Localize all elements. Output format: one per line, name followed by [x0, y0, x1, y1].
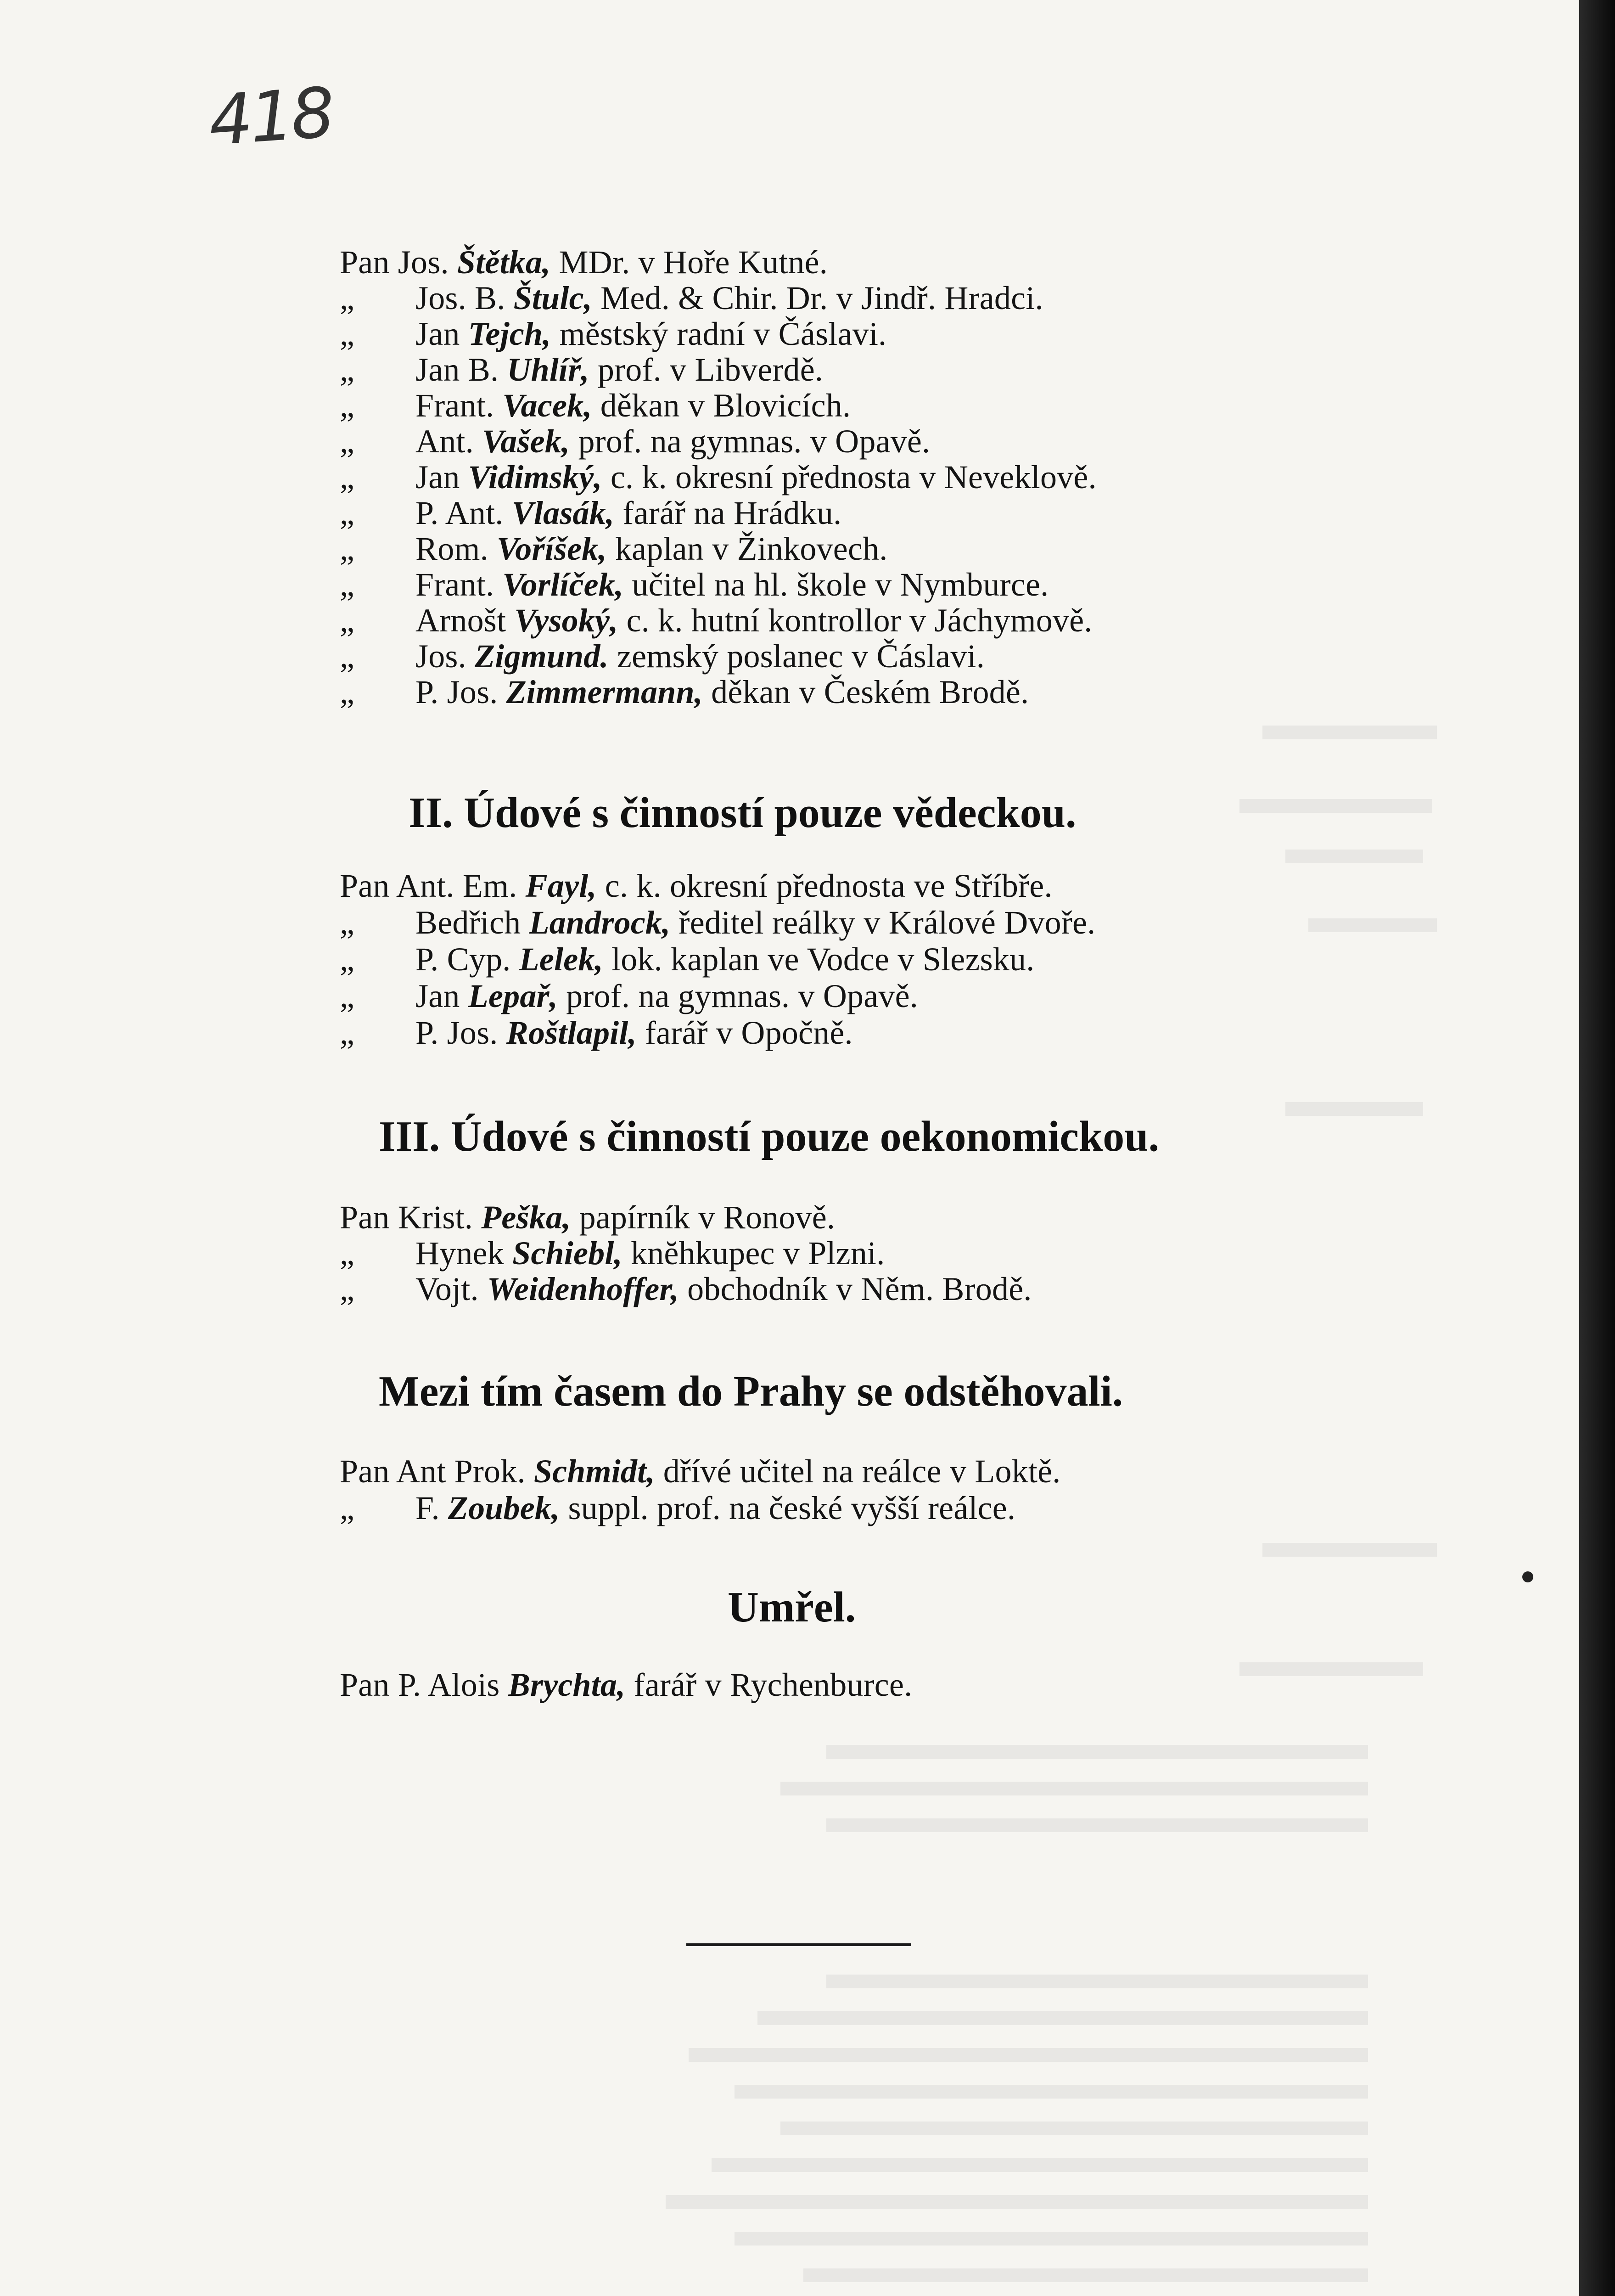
entry-prefix: Pan Ant. Em. [340, 867, 517, 904]
section-heading: III. Údové s činností pouze oekonomickou. [379, 1113, 1160, 1160]
list-item [415, 1271, 1032, 1307]
entry-prefix: Jan [415, 459, 460, 495]
entry-detail: farář v Rychenburce. [625, 1666, 913, 1703]
list-item [415, 978, 918, 1014]
handwritten-page-number: 418 [206, 73, 335, 162]
list-item [415, 280, 1043, 316]
ditto-mark [340, 531, 354, 567]
entry-prefix: Frant. [415, 387, 494, 424]
list-item [340, 244, 828, 280]
entry-prefix: P. Jos. [415, 674, 498, 710]
entry-surname: Vašek, [482, 423, 570, 460]
scan-speck [1522, 1571, 1533, 1582]
entry-prefix: Pan Jos. [340, 244, 449, 281]
list-item [340, 1667, 912, 1703]
entry-detail: kaplan v Žinkovech. [606, 530, 888, 567]
entry-prefix: Jos. [415, 638, 466, 675]
entry-prefix: Frant. [415, 566, 494, 603]
list-item [415, 388, 851, 423]
entry-surname: Roštlapil, [506, 1014, 637, 1051]
scan-border [1579, 0, 1615, 2296]
ditto-mark [340, 1271, 354, 1307]
entry-detail: děkan v Blovicích. [592, 387, 851, 424]
entry-surname: Tejch, [468, 315, 551, 352]
entry-prefix: Pan Krist. [340, 1199, 473, 1236]
ditto-mark [340, 1015, 354, 1051]
list-item [415, 905, 1095, 940]
list-item [415, 602, 1092, 638]
list-item [415, 316, 886, 352]
list-item [340, 868, 1053, 904]
entry-detail: děkan v Českém Brodě. [702, 674, 1029, 710]
entry-detail: dřívé učitel na reálce v Loktě. [655, 1453, 1061, 1490]
entry-prefix: P. Jos. [415, 1014, 498, 1051]
entry-prefix: Pan P. Alois [340, 1666, 500, 1703]
entry-surname: Voříšek, [497, 530, 607, 567]
list-item [415, 1490, 1015, 1526]
list-item [415, 1235, 885, 1271]
entry-prefix: Jos. B. [415, 280, 505, 316]
section-heading: Mezi tím časem do Prahy se odstěhovali. [379, 1367, 1123, 1415]
ditto-mark [340, 905, 354, 940]
entry-detail: zemský poslanec v Čáslavi. [608, 638, 985, 675]
entry-surname: Brychta, [508, 1666, 626, 1703]
entry-prefix: P. Ant. [415, 495, 504, 531]
ditto-mark [340, 495, 354, 531]
entry-detail: farář v Opočně. [636, 1014, 853, 1051]
entry-detail: farář na Hrádku. [614, 495, 842, 531]
entry-detail: městský radní v Čáslavi. [551, 315, 887, 352]
ditto-mark [340, 567, 354, 602]
entry-prefix: Jan [415, 315, 460, 352]
list-item [415, 459, 1097, 495]
entry-prefix: Rom. [415, 530, 488, 567]
entry-surname: Fayl, [525, 867, 597, 904]
entry-detail: lok. kaplan ve Vodce v Slezsku. [603, 941, 1035, 978]
entry-surname: Landrock, [529, 904, 671, 941]
entry-surname: Štulc, [513, 280, 592, 316]
entry-prefix: Vojt. [415, 1271, 479, 1307]
list-item [415, 638, 985, 674]
entry-surname: Vlasák, [511, 495, 615, 531]
section-heading: Umřel. [728, 1583, 856, 1631]
entry-detail: knĕhkupec v Plzni. [622, 1235, 885, 1272]
entry-prefix: P. Cyp. [415, 941, 511, 978]
ditto-mark [340, 1235, 354, 1271]
entry-detail: prof. na gymnas. v Opavě. [557, 978, 918, 1014]
entry-detail: c. k. hutní kontrollor v Jáchymově. [618, 602, 1093, 639]
entry-surname: Vysoký, [514, 602, 618, 639]
ditto-mark [340, 978, 354, 1014]
entry-surname: Weidenhoffer, [487, 1271, 679, 1307]
list-item [415, 674, 1029, 710]
entry-surname: Zimmermann, [506, 674, 703, 710]
entry-detail: suppl. prof. na české vyšší reálce. [560, 1490, 1016, 1526]
entry-detail: c. k. okresní přednosta v Neveklově. [602, 459, 1097, 495]
list-item [415, 567, 1049, 602]
list-item [415, 531, 888, 567]
entry-surname: Zoubek, [448, 1490, 560, 1526]
ditto-mark [340, 352, 354, 388]
entry-detail: c. k. okresní přednosta ve Stříbře. [596, 867, 1053, 904]
entry-detail: papírník v Ronově. [571, 1199, 836, 1236]
ditto-mark [340, 280, 354, 316]
entry-surname: Vidimský, [468, 459, 602, 495]
entry-detail: prof. v Libverdě. [589, 351, 824, 388]
entry-surname: Zigmund. [475, 638, 609, 675]
entry-surname: Lelek, [519, 941, 603, 978]
list-item [415, 1015, 853, 1051]
ditto-mark [340, 674, 354, 710]
ditto-mark [340, 459, 354, 495]
list-item [340, 1199, 835, 1235]
ditto-mark [340, 316, 354, 352]
entry-prefix: Bedřich [415, 904, 521, 941]
entry-prefix: Ant. [415, 423, 474, 460]
ditto-mark [340, 638, 354, 674]
entry-prefix: Arnošt [415, 602, 506, 639]
entry-surname: Vorlíček, [502, 566, 624, 603]
list-item [415, 941, 1034, 977]
entry-detail: prof. na gymnas. v Opavě. [570, 423, 931, 460]
entry-surname: Štětka, [457, 244, 551, 281]
entry-surname: Schmidt, [533, 1453, 655, 1490]
entry-detail: ředitel reálky v Králové Dvoře. [670, 904, 1096, 941]
entry-surname: Schiebl, [512, 1235, 622, 1272]
ditto-mark [340, 423, 354, 459]
entry-prefix: Pan Ant Prok. [340, 1453, 526, 1490]
entry-surname: Vacek, [502, 387, 592, 424]
list-item [415, 352, 823, 388]
entry-surname: Uhlíř, [507, 351, 589, 388]
entry-prefix: F. [415, 1490, 440, 1526]
list-item [340, 1453, 1061, 1489]
entry-detail: MDr. v Hoře Kutné. [550, 244, 828, 281]
ditto-mark [340, 941, 354, 977]
ditto-mark [340, 1490, 354, 1526]
ditto-mark [340, 602, 354, 638]
closing-rule [686, 1943, 911, 1946]
entry-prefix: Jan [415, 978, 460, 1014]
section-heading: II. Údové s činností pouze vědeckou. [409, 789, 1077, 837]
list-item [415, 423, 930, 459]
entry-surname: Lepař, [468, 978, 558, 1014]
entry-surname: Peška, [481, 1199, 571, 1236]
entry-detail: učitel na hl. škole v Nymburce. [623, 566, 1049, 603]
entry-detail: Med. & Chir. Dr. v Jindř. Hradci. [592, 280, 1043, 316]
entry-detail: obchodník v Něm. Brodě. [679, 1271, 1032, 1307]
list-item [415, 495, 841, 531]
entry-prefix: Hynek [415, 1235, 504, 1272]
ditto-mark [340, 388, 354, 423]
entry-prefix: Jan B. [415, 351, 499, 388]
